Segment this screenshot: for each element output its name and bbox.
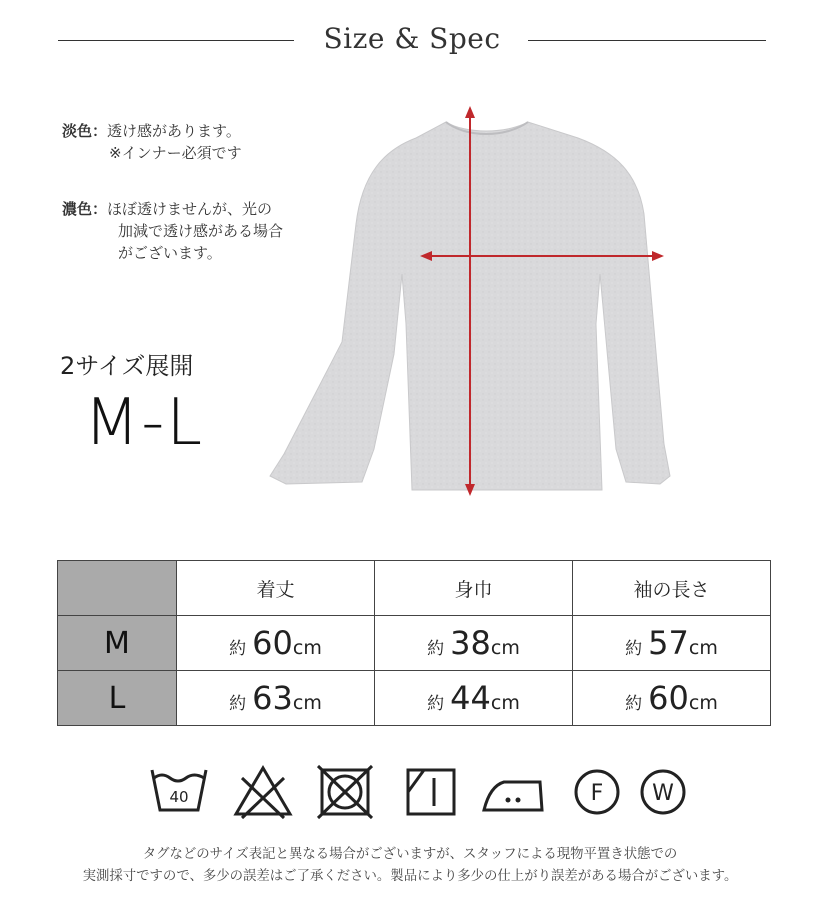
size-table [57,560,771,726]
table-cell [375,616,573,671]
column-header-width: 身巾 [375,561,573,616]
page-title: Size & Spec [323,22,501,55]
approx-prefix: 約 [625,639,643,659]
no-tumble-dry-icon [314,762,376,822]
table-corner-cell [58,561,177,616]
product-image [266,104,676,504]
iron-medium-icon [478,762,548,822]
wet-clean-w-icon [632,762,694,822]
approx-prefix: 約 [427,639,445,659]
line-dry-shade-icon [400,762,462,822]
dark-color-note [62,198,283,264]
approx-prefix: 約 [229,694,247,714]
measure-value: 57 [648,624,689,662]
table-cell [573,671,771,726]
measure-value: 60 [252,624,293,662]
care-icons [148,762,688,822]
measure-unit: cm [490,637,520,659]
section-header [58,18,766,62]
dry-clean-f-icon [566,762,628,822]
note-line: がございます。 [118,244,222,262]
approx-prefix: 約 [625,694,643,714]
table-cell [375,671,573,726]
measure-unit: cm [688,692,718,714]
table-row [58,616,771,671]
column-header-sleeve: 袖の長さ [573,561,771,616]
measure-unit: cm [292,637,322,659]
light-color-note [62,120,242,164]
wash-temp-label: 40 [169,788,189,806]
measure-unit: cm [688,637,718,659]
dry-clean-letter: F [590,781,604,806]
measure-unit: cm [490,692,520,714]
table-cell [177,616,375,671]
row-header-size: L [58,671,177,726]
table-header-row [58,561,771,616]
measure-value: 60 [648,679,689,717]
table-cell [573,616,771,671]
table-row [58,671,771,726]
note-line: 加減で透け感がある場合 [118,222,284,240]
note-label: 濃色： [62,200,108,218]
size-count-label: 2サイズ展開 [60,352,194,380]
measure-value: 38 [450,624,491,662]
wet-clean-letter: W [652,781,674,806]
column-header-length: 着丈 [177,561,375,616]
note-line: 透け感があります。 [107,122,241,140]
note-label: 淡色： [62,122,108,140]
no-bleach-icon [232,762,294,822]
table-cell [177,671,375,726]
note-line: ※インナー必須です [109,144,242,162]
wash-40-icon [148,762,210,822]
note-line: ほぼ透けませんが、光の [107,200,273,218]
row-header-size: M [58,616,177,671]
measure-unit: cm [292,692,322,714]
approx-prefix: 約 [229,639,247,659]
approx-prefix: 約 [427,694,445,714]
size-range: M-L [84,386,204,460]
disclaimer-line: タグなどのサイズ表記と異なる場合がございますが、スタッフによる現物平置き状態での [142,847,678,862]
disclaimer-line: 実測採寸ですので、多少の誤差はご了承ください。製品により多少の仕上がり誤差がある場合がございます。 [82,869,738,884]
measure-value: 44 [450,679,491,717]
measure-value: 63 [252,679,293,717]
header-divider-right [528,40,766,41]
